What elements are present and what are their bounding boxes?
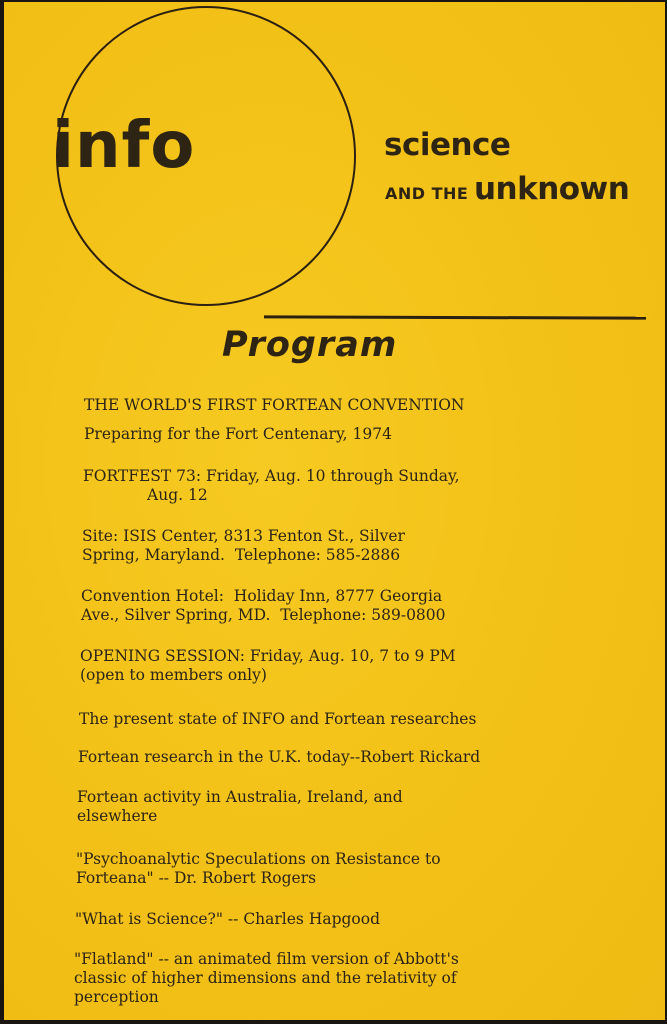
entry-fortfest-dates: FORTFEST 73: Friday, Aug. 10 through Sunday, Aug. 12 xyxy=(83,467,460,504)
entry-info-state: The present state of INFO and Fortean researches xyxy=(79,710,477,728)
entry-uk-research: Fortean research in the U.K. today--Robert Rickard xyxy=(78,748,481,766)
tagline-science: science xyxy=(384,127,511,163)
entry-psychoanalytic: "Psychoanalytic Speculations on Resistance to Forteana" -- Dr. Robert Rogers xyxy=(76,850,441,887)
entry-site: Site: ISIS Center, 8313 Fenton St., Silver Spring, Maryland. Telephone: 585-2886 xyxy=(82,527,405,564)
header-divider xyxy=(264,315,646,319)
entry-hotel: Convention Hotel: Holiday Inn, 8777 Georgia Ave., Silver Spring, MD. Telephone: 589-0800 xyxy=(81,587,446,624)
entry-australia-ireland: Fortean activity in Australia, Ireland, and elsewhere xyxy=(77,788,403,825)
info-logo: info xyxy=(52,109,196,183)
program-flyer xyxy=(4,2,665,1020)
tagline-and-the-unknown xyxy=(385,171,630,207)
program-heading: Program xyxy=(222,325,398,365)
entry-flatland: "Flatland" -- an animated film version of Abbott's classic of higher dimensions and the relativity of perception xyxy=(74,950,459,1006)
tagline-and-the: AND THE xyxy=(385,184,469,203)
entry-centenary: Preparing for the Fort Centenary, 1974 xyxy=(84,425,392,443)
entry-convention-title: THE WORLD'S FIRST FORTEAN CONVENTION xyxy=(84,396,465,414)
entry-opening-session: OPENING SESSION: Friday, Aug. 10, 7 to 9 PM (open to members only) xyxy=(80,647,456,684)
entry-what-is-science: "What is Science?" -- Charles Hapgood xyxy=(75,910,381,928)
tagline-unknown: unknown xyxy=(473,171,630,207)
